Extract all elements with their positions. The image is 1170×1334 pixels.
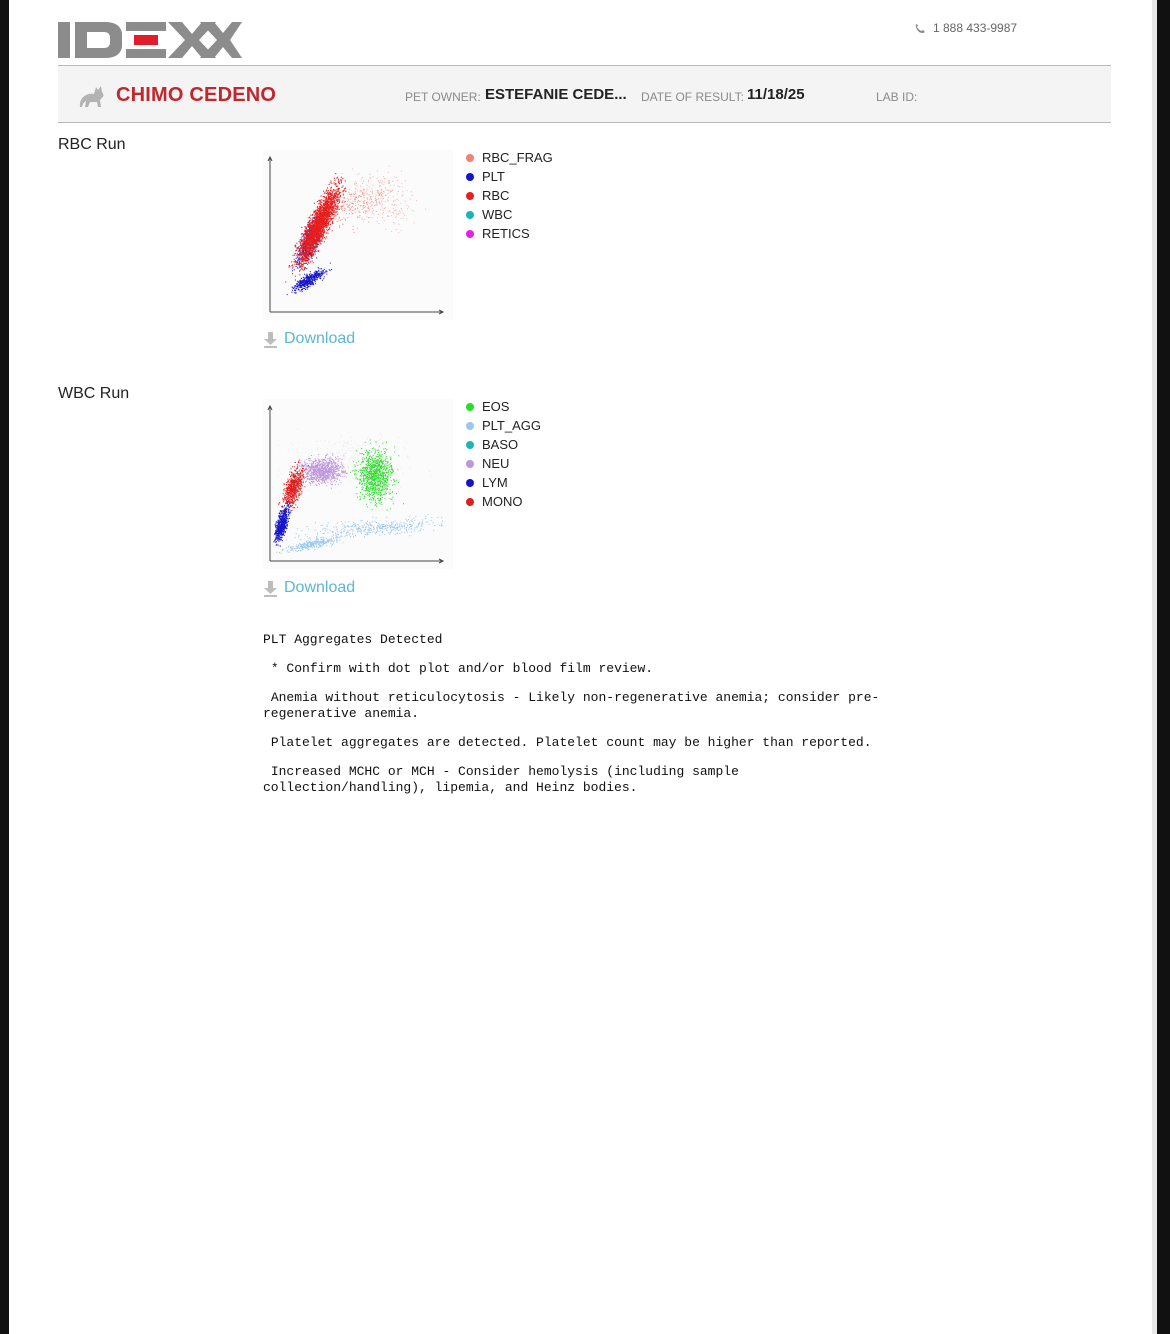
- legend-label: PLT_AGG: [482, 418, 542, 433]
- dot-cluster: [278, 460, 309, 513]
- dot-cluster: [332, 166, 426, 234]
- wbc-dot-plot-graphic: [263, 399, 453, 569]
- wbc-run-title: WBC Run: [58, 385, 130, 402]
- dot-cluster: [284, 514, 443, 541]
- legend-swatch: [466, 460, 474, 468]
- legend-swatch: [466, 173, 474, 181]
- legend-swatch: [466, 211, 474, 219]
- legend-swatch: [466, 192, 474, 200]
- legend-item-baso: [466, 435, 541, 454]
- lab-id-label: LAB ID:: [876, 90, 918, 104]
- legend-item-rbc: [466, 186, 553, 205]
- cat-icon: [78, 81, 108, 108]
- dot-cluster: [273, 501, 291, 546]
- pet-owner-label: PET OWNER:: [405, 90, 481, 104]
- legend-swatch: [466, 422, 474, 430]
- download-icon: [263, 331, 278, 348]
- legend-item-rbc-frag: [466, 148, 553, 167]
- rbc-dot-plot: [263, 150, 453, 320]
- window-right-edge: [1157, 0, 1170, 1334]
- wbc-legend: [466, 397, 541, 511]
- legend-item-mono: [466, 492, 541, 511]
- download-icon: [263, 580, 278, 597]
- legend-label: BASO: [482, 437, 519, 452]
- note-line: * Confirm with dot plot and/or blood film review.: [263, 661, 654, 676]
- rbc-legend: [466, 148, 553, 243]
- legend-item-lym: [466, 473, 541, 492]
- idexx-logo-graphic: [58, 22, 242, 58]
- note-line: Platelet aggregates are detected. Platelet count may be higher than reported.: [263, 735, 872, 750]
- legend-swatch: [466, 441, 474, 449]
- legend-swatch: [466, 154, 474, 162]
- note-line: Increased MCHC or MCH - Consider hemolysis (including sample collection/handling), lipemia, and Heinz bodies.: [263, 764, 747, 795]
- idexx-logo: [58, 22, 242, 58]
- legend-label: WBC: [482, 207, 513, 222]
- legend-label: LYM: [482, 475, 508, 490]
- result-notes: [263, 632, 903, 809]
- legend-label: EOS: [482, 399, 510, 414]
- window-left-edge: [0, 0, 9, 1334]
- legend-label: RBC_FRAG: [482, 150, 553, 165]
- legend-label: PLT: [482, 169, 505, 184]
- legend-swatch: [466, 498, 474, 506]
- rbc-run-title: RBC Run: [58, 136, 126, 153]
- legend-label: MONO: [482, 494, 523, 509]
- legend-item-retics: [466, 224, 553, 243]
- legend-swatch: [466, 230, 474, 238]
- legend-swatch: [466, 479, 474, 487]
- dot-cluster: [285, 173, 346, 283]
- legend-item-plt: [466, 167, 553, 186]
- legend-item-eos: [466, 397, 541, 416]
- download-label: Download: [284, 579, 356, 596]
- phone-contact[interactable]: [914, 21, 1017, 35]
- legend-item-neu: [466, 454, 541, 473]
- legend-item-wbc: [466, 205, 553, 224]
- wbc-download-link[interactable]: [263, 579, 355, 597]
- note-line: Anemia without reticulocytosis - Likely non-regenerative anemia; consider pre-regenerative anemia.: [263, 690, 880, 721]
- legend-label: RBC: [482, 188, 510, 203]
- wbc-dot-plot: [263, 399, 453, 569]
- note-line: PLT Aggregates Detected: [263, 632, 443, 647]
- pet-owner-value: ESTEFANIE CEDE...: [485, 86, 627, 103]
- legend-label: RETICS: [482, 226, 530, 241]
- phone-number: 1 888 433-9987: [933, 21, 1018, 35]
- rbc-download-link[interactable]: [263, 330, 355, 348]
- patient-name: CHIMO CEDENO: [116, 84, 277, 106]
- date-of-result-value: 11/18/25: [747, 86, 805, 103]
- download-label: Download: [284, 330, 356, 347]
- legend-item-plt-agg: [466, 416, 541, 435]
- date-of-result-label: DATE OF RESULT:: [641, 90, 744, 104]
- rbc-dot-plot-graphic: [263, 150, 453, 320]
- phone-icon: [914, 22, 926, 34]
- legend-swatch: [466, 403, 474, 411]
- patient-info-bar: [58, 65, 1111, 123]
- legend-label: NEU: [482, 456, 510, 471]
- dot-cluster: [287, 263, 332, 296]
